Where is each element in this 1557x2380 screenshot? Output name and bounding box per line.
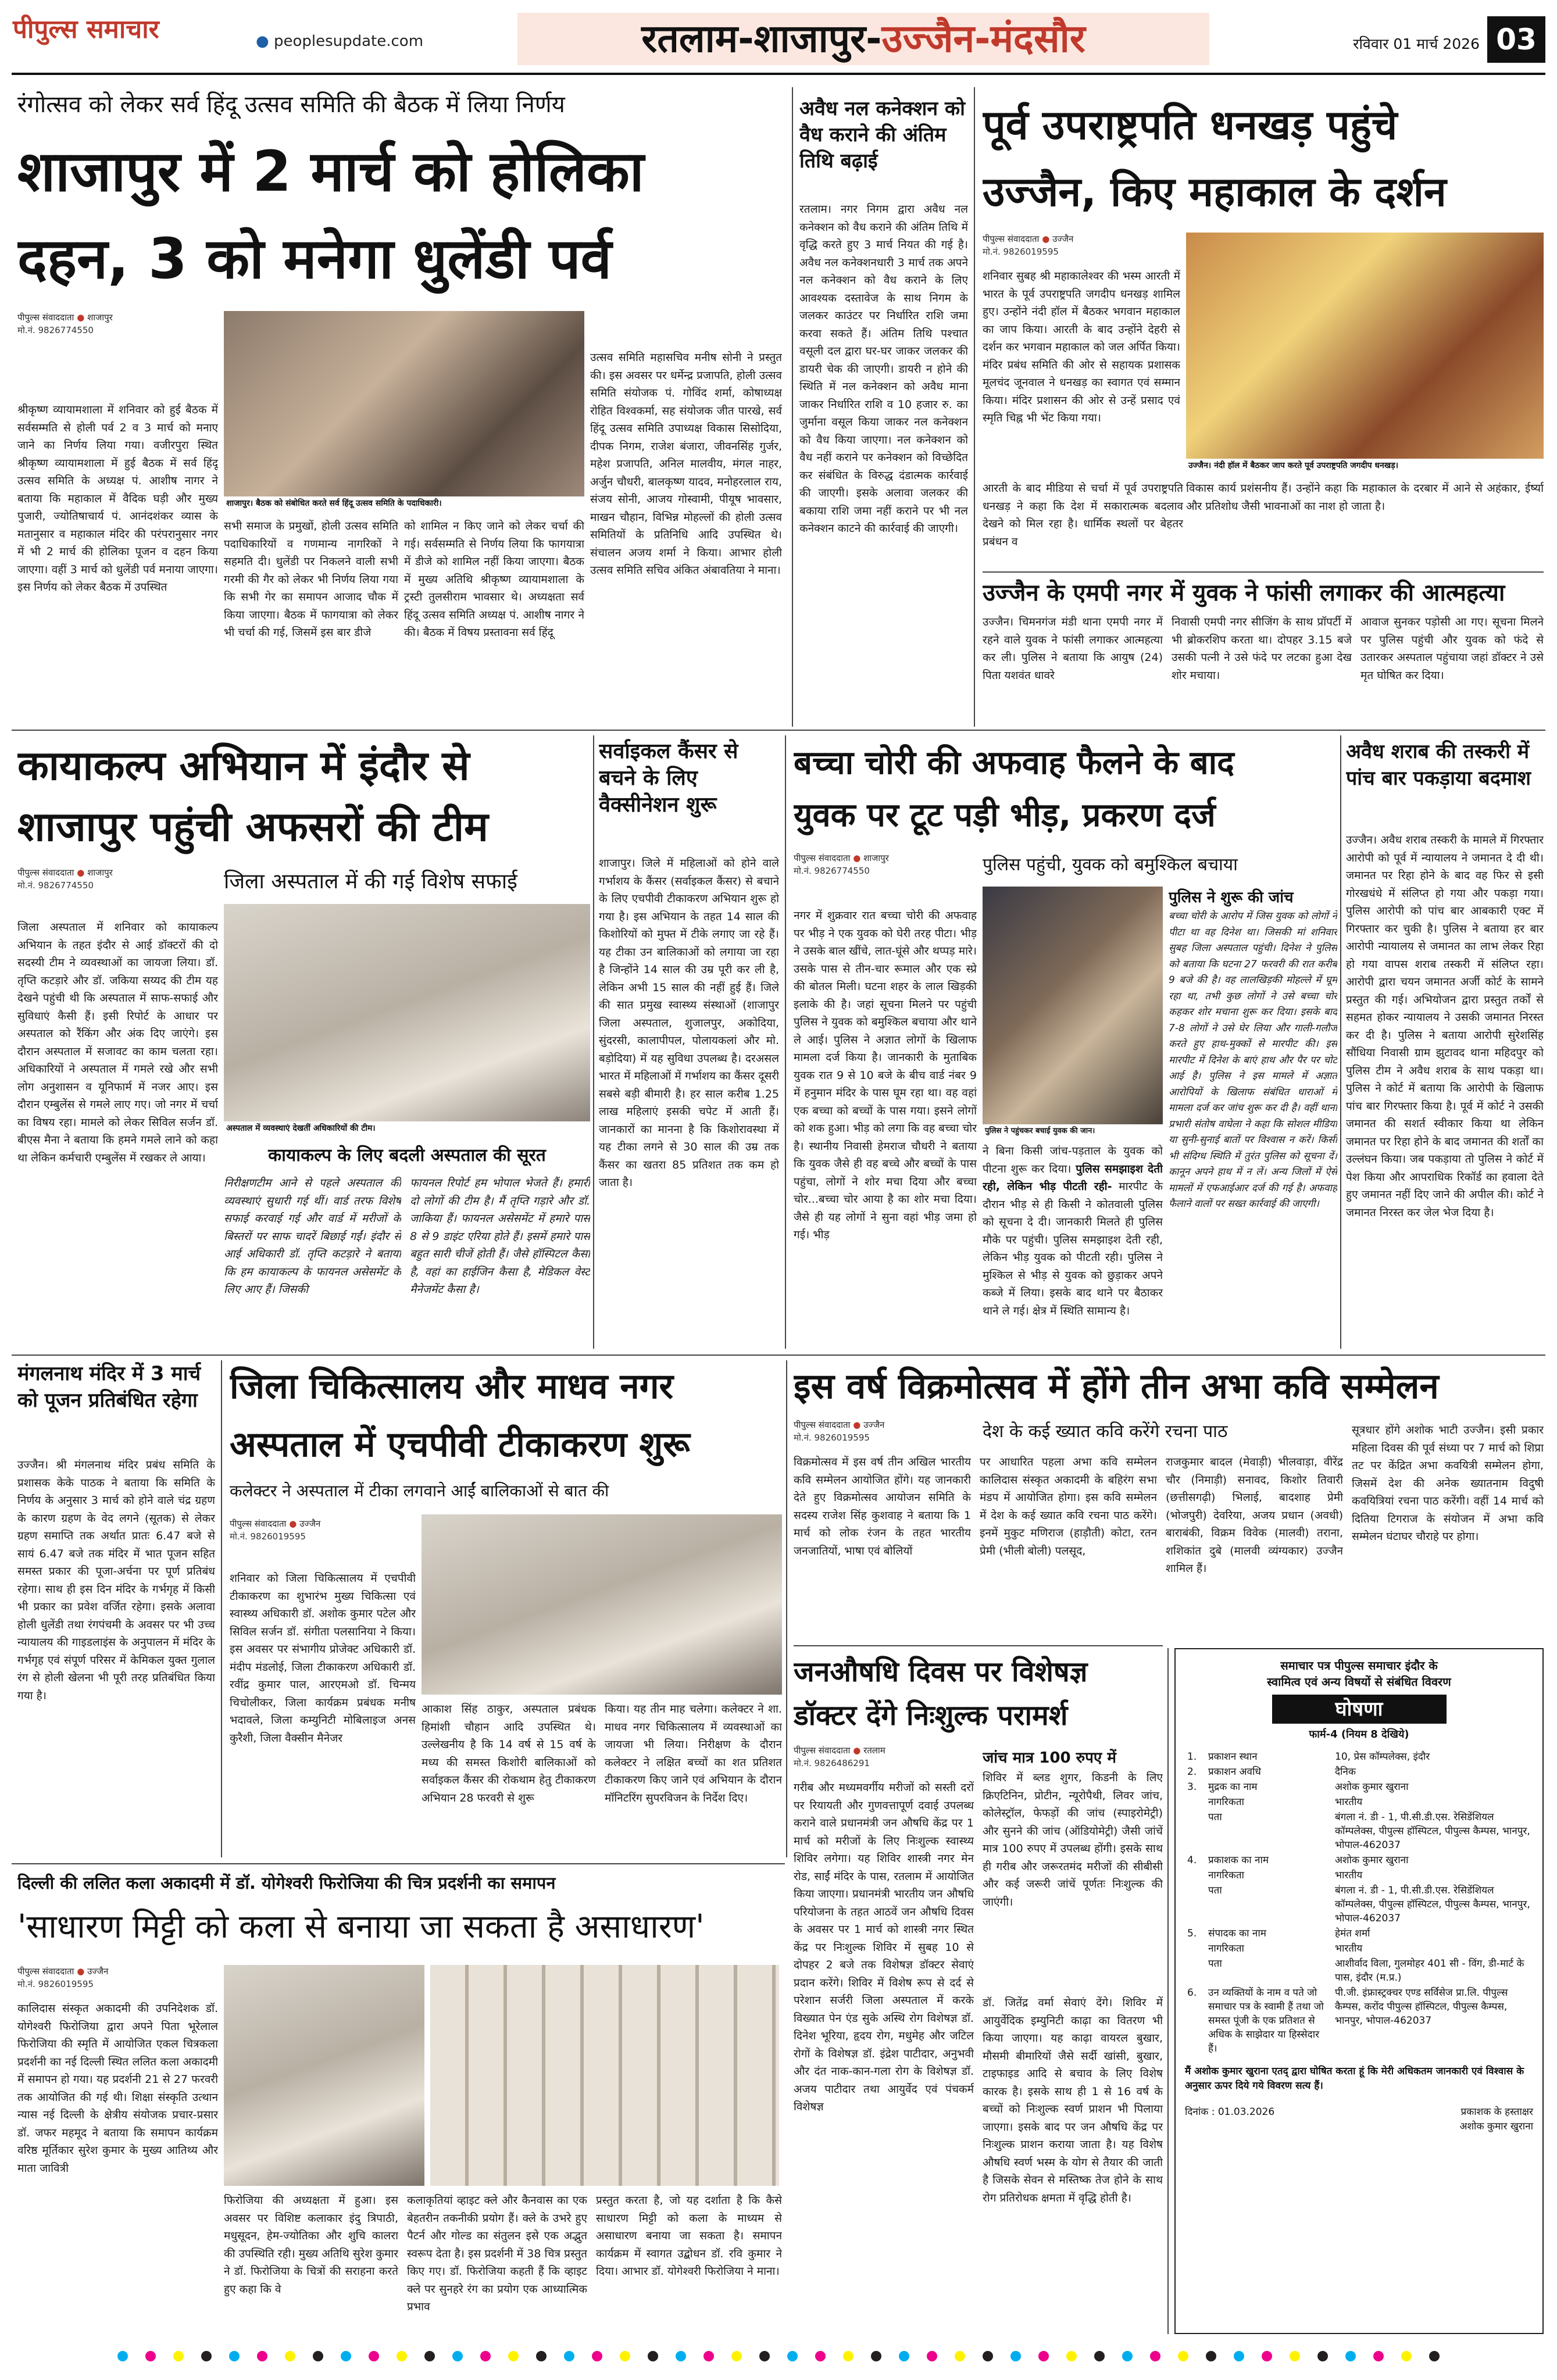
color-swatch — [1290, 2351, 1300, 2361]
declaration-sign-1: प्रकाशक के हस्ताक्षर — [1460, 2106, 1533, 2118]
liquor-text: उज्जैन। अवैध शराब तस्करी के मामले में गिरफ्तार आरोपी को पूर्व में न्यायालय ने जमानत दे दी थी। जमानत पर रिहा होने के बाद वह फिर से इसी गोरखधंधे में संलिप्त हो गया और पकड़ा गया। पुलिस आरोपी को पांच बार आबकारी एक्ट में गिरफ्तार कर चुकी है। पुलिस ने बताया हर बार आरोपी न्यायालय से जमानत का लाभ लेकर रिहा हो गया वापस शराब तस्करी में संलिप्त रहा। आरोपी द्वारा चयन जमानत अर्जी कोर्ट के सामने प्रस्तुत की गई। अभियोजन द्वारा प्रस्तुत तर्कों से सहमत होकर न्यायालय ने उसकी जमानत निरस्त कर दी है। पुलिस ने बताया आरोपी सुरेशसिंह सौंधिया निवासी ग्राम झुटावद थाना महिदपुर को पुलिस टीम ने अवैध शराब के साथ पकड़ा था। पुलिस ने कोर्ट में बताया कि आरोपी के खिलाफ पांच बार गिरफ्तार किया है। पूर्व में कोर्ट ने उसकी जमानत की सशर्त स्वीकार किया था लेकिन जमानत पर रिहा होने के बाद जमानत की शर्तों का उल्लंघन किया। जब पकड़ाया तो पुलिस ने कोर्ट में पेश किया और आपराधिक रिकॉर्ड का हवाला देते हुए जमानत नहीं दिए जाने की अपील की। कोर्ट ने जमानत निरस्त कर जेल भेज दिया है। — [1346, 834, 1544, 1219]
declaration-row-value: भारतीय — [1335, 1943, 1363, 1954]
art-photo-2 — [430, 1965, 779, 2186]
kayakalp-subhead: जिला अस्पताल में की गई विशेष सफाई — [224, 870, 517, 894]
color-swatch — [899, 2351, 909, 2361]
color-swatch — [1234, 2351, 1244, 2361]
kayakalp-box-col1: निरीक्षणटीम आने से पहले अस्पताल की व्यवस्थाएं सुधारी गई थीं। वार्ड तरफ विशेष सफाई करवाई गई और वार्ड में मरीजों के बिस्तरों पर साफ चादरें बिछाई गईं। इंदौर से आई अधिकारी डॉ. तृप्ति कटड़ारे ने बताया कि हम कायाकल्प के फायनल असेसमेंट के लिए आए हैं। जिसकी — [224, 1177, 401, 1296]
hpv-col2: आकाश सिंह ठाकुर, अस्पताल प्रबंधक हिमांशी चौहान आदि उपस्थित थे। उल्लेखनीय है कि 14 वर्ष से 15 वर्ष के मध्य की समस्त किशोरी बालिकाओं को सर्वाइकल कैंसर की रोकथाम हेतु टीकाकरण अभियान 28 फरवरी से शुरू — [422, 1703, 596, 1804]
holika-headline-2: दहन, 3 को मनेगा धुलेंडी पर्व — [17, 226, 612, 291]
declaration-row-value: भारतीय — [1335, 1870, 1363, 1881]
dhankhar-headline-1: पूर्व उपराष्ट्रपति धनखड़ पहुंचे — [983, 101, 1398, 149]
child-col2-rest: मारपीट के दौरान भीड़ से ही किसी ने कोतवाली पुलिस को सूचना दे दी। जानकारी मिलते ही पुलिस मौके पर पहुंची। पुलिस समझाइश देती रही, लेकिन भीड़ युवक को पीटती रही। पुलिस ने मुश्किल से भीड़ से युवक को छुड़ाकर अपने कब्जे में लिया। इसके बाद थाने पर बैठाकर थाने ले गई। क्षेत्र में स्थिति सामान्य है। — [983, 1180, 1163, 1317]
color-swatch — [983, 2351, 993, 2361]
holika-kicker: रंगोत्सव को लेकर सर्व हिंदू उत्सव समिति की बैठक में लिया निर्णय — [17, 91, 565, 118]
color-swatch — [145, 2351, 156, 2361]
child-photo-caption: पुलिस ने पहुंचकर बचाई युवक की जान। — [983, 1124, 1163, 1139]
color-swatch — [369, 2351, 379, 2361]
kayakalp-photo — [224, 904, 590, 1137]
color-swatch — [397, 2351, 407, 2361]
holika-photo-caption: शाजापुर। बैठक को संबोधित करते सर्व हिंदू उत्सव समिति के पदाधिकारी। — [224, 496, 584, 512]
dhankhar-photo — [1186, 233, 1544, 474]
color-registration-bar — [0, 2343, 1557, 2372]
color-swatch — [117, 2351, 128, 2361]
art-col4: प्रस्तुत करता है, जो यह दर्शाता है कि कैसे साधारण मिट्टी को कला के माध्यम से असाधारण बनाया जा सकता है। समापन कार्यक्रम में स्वागत उद्बोधन डॉ. रवि कुमार ने दिया। आभार डॉ. योगेश्वरी फिरोजिया ने माना। — [596, 2194, 782, 2278]
vaccine-text: शाजापुर। जिले में महिलाओं को होने वाले गर्भाशय के कैंसर (सर्वाइकल कैंसर) से बचाने के लिए एचपीवी टीकाकरण अभियान शुरू हो गया है। इस अभियान के तहत 14 साल की किशोरियों को मुफ्त में टीके लगाए जा रहे हैं। यह टीका उन बालिकाओं को लगाया जा रहा है जिन्होंने 14 साल की उम्र पूरी कर ली है, लेकिन अभी 15 साल की नहीं हुई हैं। जिले की सात प्रमुख स्वास्थ्य संस्थाओं (शाजापुर जिला अस्पताल, शुजालपुर, अकोदिया, सुंदरसी, कालापीपल, पोलायकलां और मो. बड़ोदिया) में यह सुविधा उपलब्ध है। दरअसल भारत में महिलाओं में गर्भाशय का कैंसर दूसरी सबसे बड़ी बीमारी है। हर साल करीब 1.25 लाख महिलाएं इसकी चपेट में आती हैं। जानकारों का मानना है कि किशोरावस्था में यह टीका लगने से 30 साल की उम्र तक कैंसर का खतरा 85 प्रतिशत तक कम हो जाता है। — [599, 857, 779, 1189]
kavi-col1: विक्रमोत्सव में इस वर्ष तीन अखिल भारतीय कवि सम्मेलन आयोजित होंगे। यह जानकारी देते हुए विक्रमोत्सव आयोजन समिति के सदस्य राजेश सिंह कुशवाह ने बताया कि 1 मार्च को लोक रंजन के तहत भारतीय जनजातियों, भाषा एवं बोलियों — [794, 1456, 971, 1557]
child-subhead: पुलिस पहुंची, युवक को बमुश्किल बचाया — [983, 855, 1238, 875]
dhankhar-col3: विकास कार्य प्रशंसनीय हैं। उन्होंने कहा कि महाकाल के दरबार में आने से अहंकार, ईर्ष्या और प्रतिशोध जैसी भावनाओं का नाश हो जाता है। — [1186, 482, 1544, 513]
art-col2: फिरोजिया की अध्यक्षता में हुआ। इस अवसर पर विशिष्ट कलाकार इंदु त्रिपाठी, मधुसूदन, हेम-ज्योतिका और शुचि कालरा की उपस्थिति रही। मुख्य अतिथि सुरेश कुमार ने डॉ. फिरोजिया के चित्रों की सराहना करते हुए कहा कि वे — [224, 2194, 398, 2296]
declaration-row-value: भारतीय — [1335, 1796, 1363, 1808]
place-dot-icon: ● — [77, 312, 85, 323]
holika-col1: श्रीकृष्ण व्यायामशाला में शनिवार को हुई बैठक में सर्वसम्मति से होली पर्व 2 व 3 मार्च को मनाए जाने का निर्णय लिया गया। वजीरपुरा स्थित श्रीकृष्ण व्यायामशाला में हुई बैठक में सर्व हिंदू उत्सव समिति के अध्यक्ष पं. आशीष नागर ने बताया कि महाकाल में वैदिक घड़ी और मुख्य पुजारी, ज्योतिषाचार्य पं. आनंदशंकर व्यास के मतानुसार व महाकाल मंदिर की परंपरानुसार नगर में भी 2 मार्च की होलिका पूजन व दहन किया जाएगा। वहीं 3 मार्च को धुलेंडी पर्व मनाया जाएगा। इस निर्णय को लेकर बैठक में उपस्थित — [17, 403, 218, 594]
declaration-row-label: पता — [1208, 1811, 1222, 1823]
art-kicker: दिल्ली की ललित कला अकादमी में डॉ. योगेश्वरी फिरोजिया की चित्र प्रदर्शनी का समापन — [17, 1873, 556, 1893]
declaration-row-label: प्रकाशन स्थान — [1208, 1751, 1258, 1763]
hpv-headline-1: जिला चिकित्सालय और माधव नगर — [230, 1366, 674, 1407]
color-swatch — [1206, 2351, 1216, 2361]
declaration-row-number — [1185, 1941, 1206, 1956]
mangal-headline: मंगलनाथ मंदिर में 3 मार्च को पूजन प्रतिबंधित रहेगा — [17, 1362, 201, 1412]
declaration-row-label: नागरिकता — [1208, 1870, 1244, 1881]
child-col2-subhead: पुलिस समझाइश देती रही, लेकिन भीड़ पीटती रही- — [983, 1162, 1163, 1193]
declaration-sign-2: अशोक कुमार खुराना — [1459, 2121, 1533, 2132]
masthead-rule — [12, 73, 1545, 75]
divider — [974, 87, 975, 727]
art-photo-1 — [224, 1965, 424, 2186]
declaration-row-value: पी.जी. इंफ्रास्ट्रक्चर एण्ड सर्विसेज प्रा.लि. पीपुल्स कैम्पस, करोंद पीपुल्स हॉस्पिटल, पीपुल्स कैम्पस, भानपुर, भोपाल-462037 — [1335, 1987, 1508, 2027]
declaration-row — [1185, 1956, 1533, 1985]
color-swatch — [285, 2351, 295, 2361]
color-swatch — [536, 2351, 547, 2361]
regions-strip — [517, 13, 1209, 65]
declaration-row-value: 10, प्रेस कॉम्पलेक्स, इंदौर — [1335, 1751, 1430, 1763]
color-swatch — [815, 2351, 826, 2361]
kavi-byline — [794, 1418, 980, 1448]
reporter-label: पीपुल्स संवाददाता — [983, 234, 1040, 244]
kayakalp-photo-caption: अस्पताल में व्यवस्थाएं देखतीं अधिकारियों की टीम। — [224, 1121, 590, 1137]
logo-text: पीपुल्स समाचार — [13, 15, 159, 44]
declaration-row — [1185, 1883, 1533, 1926]
reporter-mobile: मो.नं. 9826019595 — [17, 1979, 94, 1989]
declaration-row — [1185, 1749, 1533, 1764]
place-label: शाजापुर — [87, 312, 113, 323]
divider — [983, 571, 1544, 573]
dhankhar-photo-caption: उज्जैन। नंदी हॉल में बैठकर जाप करते पूर्व उपराष्ट्रपति जगदीप धनखड़। — [1186, 459, 1544, 474]
hpv-photo — [422, 1514, 782, 1695]
reporter-label: पीपुल्स संवाददाता — [794, 1420, 851, 1430]
divider — [12, 1863, 785, 1864]
kavi-subhead: देश के कई ख्यात कवि करेंगे रचना पाठ — [983, 1421, 1228, 1442]
masthead — [0, 0, 1557, 70]
kavi-headline: इस वर्ष विक्रमोत्सव में होंगे तीन अभा कवि सम्मेलन — [794, 1366, 1439, 1407]
color-swatch — [927, 2351, 937, 2361]
child-headline-2: युवक पर टूट पड़ी भीड़, प्रकरण दर्ज — [794, 796, 1216, 834]
color-swatch — [1373, 2351, 1384, 2361]
declaration-row-number: 4. — [1187, 1854, 1197, 1866]
place-label: उज्जैन — [87, 1966, 109, 1977]
declaration-row-label: नागरिकता — [1208, 1943, 1244, 1954]
place-label: शाजापुर — [863, 853, 889, 863]
color-swatch — [703, 2351, 714, 2361]
declaration-title-1: समाचार पत्र पीपुल्स समाचार इंदौर के — [1280, 1659, 1438, 1673]
jan-side-text: शिविर में ब्लड शुगर, किडनी के लिए क्रिएटिनिन, प्रोटीन, न्यूरोपैथी, लिवर जांच, कोलेस्ट्रॉल, फेफड़ों की जांच (स्पाइरोमेट्री) और सुनने की जांच (ऑडियोमेट्री) जैसी जांचें मात्र 100 रुपए में उपलब्ध होंगी। इसके साथ ही गरीब और जरूरतमंद मरीजों की सीबीसी और कई जरूरी जांचें पूर्णतः निःशुल्क की जाएंगी। — [983, 1771, 1163, 1909]
color-swatch — [1010, 2351, 1021, 2361]
color-swatch — [1401, 2351, 1412, 2361]
color-swatch — [787, 2351, 798, 2361]
declaration-row-number: 6. — [1187, 1987, 1197, 1999]
place-dot-icon: ● — [853, 1745, 861, 1756]
child-col1: नगर में शुक्रवार रात बच्चा चोरी की अफवाह पर भीड़ ने एक युवक को घेरी तरह पीटा। भीड़ ने उसके बाल खींचे, लात-घूंसे और थप्पड़ मारे। उसके पास से तीन-चार रूमाल और एक स्प्रे की बोतल मिली। घटना शहर के लाल खिड़की इलाके की है। जहां सूचना मिलने पर पहुंची पुलिस ने युवक को बमुश्किल बचाया और थाने ले आई। पुलिस ने अज्ञात लोगों के खिलाफ मामला दर्ज किया है। जानकारी के मुताबिक युवक रात 9 से 10 बजे के बीच वार्ड नंबर 9 में हनुमान मंदिर के पास घूम रहा था। वह वहां एक बच्चा को बच्चों के पास गया। इसने लोगों को शक हुआ। भीड़ को लगा कि वह बच्चा चोर है। स्थानीय निवासी हेमराज चौधरी ने बताया कि युवक जैसे ही वह बच्चे और बच्चों के पास पहुंचा, लोगों ने शोर मचा दिया और बच्चा चोर...बच्चा चोर आया है का शोर मचा दिया। जैसे ही यह लोगों ने सुना वहां भीड़ जमा हो गई। भीड़ — [794, 909, 977, 1241]
reporter-label: पीपुल्स संवाददाता — [794, 1745, 851, 1756]
child-side-box — [1169, 887, 1337, 1349]
place-dot-icon: ● — [853, 853, 861, 863]
liquor-headline: अवैध शराब की तस्करी में पांच बार पकड़ाया बदमाश — [1346, 740, 1531, 790]
place-dot-icon: ● — [77, 867, 85, 878]
color-swatch — [424, 2351, 435, 2361]
declaration-statement: मैं अशोक कुमार खुराना एतद् द्वारा घोषित करता हूं कि मेरी अधिकतम जानकारी एवं विश्वास के अनुसार ऊपर दिये गये विवरण सत्य हैं। — [1185, 2065, 1524, 2092]
color-swatch — [1066, 2351, 1077, 2361]
declaration-row-number — [1185, 1868, 1206, 1883]
website-text: peoplesupdate.com — [273, 33, 424, 50]
color-swatch — [1038, 2351, 1049, 2361]
color-swatch — [592, 2351, 602, 2361]
declaration-row-number: 1. — [1187, 1751, 1197, 1763]
divider — [1340, 735, 1341, 1349]
declaration-row-number: 5. — [1187, 1928, 1197, 1939]
place-dot-icon: ● — [77, 1966, 85, 1977]
declaration-date: दिनांक : 01.03.2026 — [1185, 2106, 1275, 2118]
reporter-label: पीपुल्स संवाददाता — [17, 1966, 74, 1977]
declaration-row-value: बंगला नं. डी - 1, पी.सी.डी.एस. रेसिडेंशियल कॉम्पलेक्स, पीपुल्स हॉस्पिटल, पीपुल्स कैम्पस, भानपुर, भोपाल-462037 — [1335, 1885, 1530, 1924]
color-swatch — [620, 2351, 630, 2361]
art-headline: 'साधारण मिट्टी को कला से बनाया जा सकता है असाधारण' — [17, 1908, 705, 1946]
color-swatch — [341, 2351, 351, 2361]
kavi-col2: पर आधारित पहला अभा कवि सम्मेलन कालिदास संस्कृत अकादमी के बहिरंग सभा मंडप में आयोजित होगा। इस कवि सम्मेलन में देश के कई ख्यात कवि रचना पाठ करेंगे। इनमें मुकुट मणिराज (हाड़ौती) कोटा, रतन प्रेमी (भीली बोली) पलसूद, — [980, 1456, 1157, 1557]
declaration-row — [1185, 1764, 1533, 1779]
color-swatch — [955, 2351, 965, 2361]
declaration-row-number — [1185, 1883, 1206, 1926]
kayakalp-box-title: कायाकल्प के लिए बदली अस्पताल की सूरत — [268, 1145, 546, 1166]
color-swatch — [1094, 2351, 1105, 2361]
dhankhar-headline-2: उज्जैन, किए महाकाल के दर्शन — [983, 168, 1447, 216]
color-swatch — [480, 2351, 491, 2361]
reporter-mobile: मो.नं. 9826486291 — [794, 1758, 870, 1768]
color-swatch — [201, 2351, 212, 2361]
logo[interactable] — [13, 10, 210, 52]
reporter-mobile: मो.नं. 9826774550 — [17, 880, 94, 891]
declaration-row-label: पता — [1208, 1885, 1222, 1896]
declaration-row — [1185, 1926, 1533, 1941]
hpv-subhead: कलेक्टर ने अस्पताल में टीका लगवाने आईं बालिकाओं से बात की — [230, 1481, 609, 1500]
declaration-row-number — [1185, 1795, 1206, 1810]
holika-col3: को शामिल न किए जाने को लेकर चर्चा की गई। सर्वसम्मति से निर्णय लिया कि फागयात्रा में डीजे को शामिल नहीं किया जाएगा। बैठक में मुख्य अतिथि श्रीकृष्ण व्यायामशाला के ट्रस्टी तुलसीराम भावसार थे। अध्यक्षता सर्व हिंदू उत्सव समिति अध्यक्ष पं. आशीष नागर ने की। बैठक में विषय प्रस्तावना सर्व हिंदू — [404, 520, 584, 639]
jan-col3: डॉ. जितेंद्र वर्मा सेवाएं देंगे। शिविर में आयुर्वेदिक इम्युनिटी काढ़ा का वितरण भी किया जाएगा। यह काढ़ा वायरल बुखार, मौसमी बीमारियों जैसे सर्दी खांसी, बुखार, टाइफाइड आदि से बचाव के लिए विशेष कारक है। इसके साथ ही 1 से 16 वर्ष के बच्चों को निःशुल्क स्वर्ण प्राशन भी पिलाया जाएगा। इसके बाद पर जन औषधि केंद्र पर निःशुल्क प्राशन कराया जाता है। यह विशेष औषधि स्वर्ण भस्म के योग से तैयार की जाती है जिसके सेवन से मस्तिष्क तेज होने के साथ रोग प्रतिरोधक क्षमता में वृद्धि होती है। — [983, 1996, 1163, 2204]
holika-col4: उत्सव समिति महासचिव मनीष सोनी ने प्रस्तुत की। इस अवसर पर धर्मेन्द्र प्रजापति, होली उत्सव समिति संयोजक पं. गोविंद शर्मा, कोषाध्यक्ष रोहित विश्वकर्मा, सह संयोजक जीत पारखे, सर्व हिंदू उत्सव समिति उपाध्यक्ष विकास सिसोदिया, दीपक निगम, राजेश बंजारा, जीवनसिंह गुर्जर, महेश प्रजापति, अनिल मालवीय, मंगल नाहर, अर्जुन चौधरी, बालकृष्ण यादव, मनोहरलाल राय, संजय सोनी, आजय गोस्वामी, पीयूष भावसार, माखन चौहान, विभिन्न मोहल्लों की होली उत्सव समितियों के प्रतिनिधि आदि उपस्थित थे। संचालन अजय शर्मा ने किया। आभार होली उत्सव समिति सचिव अंकित अंबावतिया ने माना। — [590, 351, 782, 577]
kavi-col4: सूत्रधार होंगे अशोक भाटी उज्जैन। इसी प्रकार महिला दिवस की पूर्व संध्या पर 7 मार्च को शिप्रा तट पर केंद्रित अभा कवयित्री सम्मेलन होगा, जिसमें देश की अनेक ख्यातनाम विदुषी कवयित्रियां रचना पाठ करेंगी। वहीं 14 मार्च को दितिया टिगराज के संयोजन में अभा कवि सम्मेलन घंटाघर चौराहे पर होगा। — [1352, 1424, 1544, 1543]
child-headline-1: बच्चा चोरी की अफवाह फैलने के बाद — [794, 744, 1234, 782]
suicide-col3: आवाज सुनकर पड़ोसी आ गए। सूचना मिलने पर पुलिस पहुंची और युवक को फंदे से उतारकर अस्पताल पहुंचाया जहां डॉक्टर ने उसे मृत घोषित कर दिया। — [1360, 616, 1544, 682]
color-swatch — [731, 2351, 742, 2361]
color-swatch — [1262, 2351, 1272, 2361]
jan-col1: गरीब और मध्यमवर्गीय मरीजों को सस्ती दरों पर रियायती और गुणवत्तापूर्ण दवाई उपलब्ध कराने वाले प्रधानमंत्री जन औषधि केंद्र पर 1 मार्च को मरीजों के लिए निःशुल्क स्वास्थ्य शिविर लगेगा। यह शिविर शास्त्री नगर मेन रोड, साईं मंदिर के पास, रतलाम में आयोजित किया जाएगा। प्रधानमंत्री भारतीय जन औषधि परियोजना के तहत आठवें जन औषधि दिवस के अवसर पर 1 मार्च को शास्त्री नगर स्थित केंद्र पर निःशुल्क शिविर में सुबह 10 से दोपहर 2 बजे तक विशेषज्ञ डॉक्टर सेवाएं प्रदान करेंगे। शिविर में विशेष रूप से दर्द से परेशान सर्जरी जिला अस्पताल में करके विख्यात पेन एंड सुके अस्थि रोग विशेषज्ञ डॉ. दिनेश भूरिया, हृदय रोग, मधुमेह और जटिल रोगों के विशेषज्ञ डॉ. इंद्रेश पाटीदार, अनुभवी और दंत नाक-कान-गला रोग के विशेषज्ञ डॉ. अजय पाटीदार तथा आयुर्वेद एवं पंचकर्म विशेषज्ञ — [794, 1781, 974, 2113]
place-dot-icon: ● — [1042, 234, 1050, 244]
region-shajapur: शाजापुर- — [753, 16, 882, 61]
reporter-label: पीपुल्स संवाददाता — [17, 312, 74, 323]
nal-text: रतलाम। नगर निगम द्वारा अवैध नल कनेक्शन को वैध कराने की अंतिम तिथि में वृद्धि करते हुए 3 मार्च नियत की गई है। अवैध नल कनेक्शनधारी 3 मार्च तक अपने नल कनेक्शन को वैध कराने के लिए आवश्यक दस्तावेज के साथ निगम के जलकर काउंटर पर निर्धारित राशि जमा करवा सकते हैं। अंतिम तिथि पश्चात वसूली दल द्वारा घर-घर जाकर जलकर की डायरी चेक की जाएगी। डायरी न होने की स्थिति में नल कनेक्शन को अवैध माना जाकर निर्धारित राशि व 10 हजार रु. का जुर्माना वसूल किया जाकर नल कनेक्शन को वैध किया जाएगा। नल कनेक्शन को वैध नहीं कराने पर कनेक्शन को विच्छेदित कर संबंधित के विरुद्ध दंडात्मक कार्रवाई की जाएगी। इसके अलावा जलकर की बकाया राशि जमा नहीं कराने पर भी नल कनेक्शन काटने की कार्रवाई की जाएगी। — [799, 203, 968, 535]
globe-icon: ● — [256, 33, 269, 50]
nal-headline: अवैध नल कनेक्शन को वैध कराने की अंतिम तिथि बढ़ाई — [799, 97, 965, 173]
dhankhar-byline — [983, 233, 1180, 262]
place-dot-icon: ● — [289, 1518, 297, 1529]
declaration-row-number — [1185, 1810, 1206, 1853]
reporter-mobile: मो.नं. 9826774550 — [794, 866, 870, 876]
color-swatch — [759, 2351, 770, 2361]
color-swatch — [173, 2351, 184, 2361]
kayakalp-headline-1: कायाकल्प अभियान में इंदौर से — [17, 742, 470, 789]
jan-byline — [794, 1744, 980, 1773]
declaration-row-number — [1185, 1956, 1206, 1985]
declaration-row-label: संपादक का नाम — [1208, 1928, 1266, 1939]
child-col2 — [983, 1142, 1163, 1349]
place-label: रतलाम — [863, 1745, 885, 1756]
art-byline — [17, 1965, 215, 1994]
color-swatch — [452, 2351, 463, 2361]
color-swatch — [843, 2351, 854, 2361]
region-mandsaur: मंदसौर — [990, 16, 1085, 61]
reporter-label: पीपुल्स संवाददाता — [230, 1518, 287, 1529]
reporter-label: पीपुल्स संवाददाता — [794, 853, 851, 863]
declaration-row-label: मुद्रक का नाम — [1208, 1781, 1258, 1793]
hpv-byline — [230, 1517, 416, 1546]
reporter-mobile: मो.नं. 9826019595 — [230, 1531, 306, 1542]
reporter-label: पीपुल्स संवाददाता — [17, 867, 74, 878]
kayakalp-col1: जिला अस्पताल में शनिवार को कायाकल्प अभियान के तहत इंदौर से आई डॉक्टरों की दो सदस्यी टीम ने व्यवस्थाओं का जायजा लिया। डॉ. तृप्ति कटड़ारे और डॉ. जकिया सय्यद की टीम यह देखने पहुंची थी कि अस्पताल में साफ-सफाई और सुविधाएं कैसी हैं। इसी रिपोर्ट के आधार पर अस्पताल को रैंकिंग और अंक दिए जाएंगे। इस दौरान अस्पताल में सजावट का काम चलता रहा। अधिकारियों ने अस्पताल में गमले रखे और सभी लोग अनुशासन व यूनिफार्म में नजर आए। इस दौरान एम्बुलेंस से गमले लाए गए। जो नगर में चर्चा का विषय रहा। मामले को लेकर सिविल सर्जन डॉ. बीएस मैना ने बताया कि हमने गमले लाने को कहा था लेकिन कर्मचारी एम्बुलेंस में रखकर ले आया। — [17, 921, 218, 1164]
hpv-col1: शनिवार को जिला चिकित्सालय में एचपीवी टीकाकरण का शुभारंभ मुख्य चिकित्सा एवं स्वास्थ्य अधिकारी डॉ. अशोक कुमार पटेल और सिविल सर्जन डॉ. संगीता पलसानिया ने किया। इस अवसर पर संभागीय प्रोजेक्ट अधिकारी डॉ. मंदीप मंडलोई, जिला टीकाकरण अधिकारी डॉ. रवींद्र कुमार पाल, आरएमओ डॉ. चिन्मय चिचोलीकर, जिला कार्यक्रम प्रबंधक मनीष भदावले, जिला कम्युनिटी मोबिलाइज अनस कुरैशी, जिला वैक्सीन मैनेजर — [230, 1572, 416, 1745]
color-swatch — [508, 2351, 519, 2361]
art-col1: कालिदास संस्कृत अकादमी की उपनिदेशक डॉ. योगेश्वरी फिरोजिया द्वारा अपने पिता भूरेलाल फिरोजिया की स्मृति में आयोजित एकल चित्रकला प्रदर्शनी का नई दिल्ली स्थित ललित कला अकादमी में समापन हो गया। यह प्रदर्शनी 21 से 27 फरवरी तक आयोजित की गई थी। शिक्षा संस्कृति उत्थान न्यास नई दिल्ली के क्षेत्रीय संयोजक प्रचार-प्रसार डॉ. जफर महमूद ने बताया कि समापन कार्यक्रम वरिष्ठ मूर्तिकार सुरेश कुमार के मुख्य आतिथ्य और माता जावित्री — [17, 2002, 218, 2175]
jan-side-box — [983, 1747, 1163, 1991]
declaration-row — [1185, 1810, 1533, 1853]
declaration-row — [1185, 1853, 1533, 1868]
kayakalp-byline — [17, 866, 215, 895]
declaration-table — [1185, 1749, 1533, 2056]
divider — [785, 735, 786, 1349]
holika-headline-1: शाजापुर में 2 मार्च को होलिका — [17, 139, 644, 204]
dhankhar-col1: शनिवार सुबह श्री महाकालेश्वर की भस्म आरती में भारत के पूर्व उपराष्ट्रपति जगदीप धनखड़ शामिल हुए। उन्होंने नंदी हॉल में बैठकर भगवान महाकाल का जाप किया। आरती के बाद उन्होंने देहरी से दर्शन कर भगवान महाकाल को जल अर्पित किया। मंदिर प्रबंध समिति की ओर से सहायक प्रशासक मूलचंद जूनवाल ने धनखड़ का स्वागत एवं सम्मान किया। मंदिर प्रशासन की ओर से उन्हें प्रसाद एवं स्मृति चिह्न भी भेंट किया गया। — [983, 270, 1180, 424]
declaration-box — [1174, 1648, 1544, 2334]
color-swatch — [229, 2351, 240, 2361]
color-swatch — [648, 2351, 658, 2361]
holika-col2: सभी समाज के प्रमुखों, होली उत्सव समिति पदाधिकारियों व गणमान्य नागरिकों ने सहमति दी। धुलेंडी पर निकलने वाली सभी गरमी की गैर को लेकर भी निर्णय लिया गया कि सभी गेर का समापन आजाद चौक में किया जाएगा। बैठक में फागयात्रा को लेकर भी चर्चा की गई, जिसमें इस बार डीजे — [224, 520, 398, 639]
region-ujjain: उज्जैन- — [881, 16, 991, 61]
color-swatch — [1345, 2351, 1356, 2361]
divider — [786, 1360, 787, 1857]
place-label: उज्जैन — [863, 1420, 885, 1430]
color-swatch — [1429, 2351, 1440, 2361]
vaccine-headline: सर्वाइकल कैंसर से बचने के लिए वैक्सीनेशन शुरू — [599, 739, 738, 817]
divider — [221, 1360, 222, 1857]
declaration-heading: घोषणा — [1272, 1695, 1447, 1724]
declaration-row-label: उन व्यक्तियों के नाम व पते जो समाचार पत्र के स्वामी हैं तथा जो समस्त पूंजी के एक प्रतिशत से अधिक के साझेदार या हिस्सेदार हैं। — [1208, 1987, 1324, 2054]
declaration-row — [1185, 1868, 1533, 1883]
divider — [593, 735, 594, 1349]
website[interactable] — [256, 33, 430, 53]
place-dot-icon: ● — [853, 1420, 861, 1430]
holika-byline — [17, 311, 215, 340]
declaration-row-value: दैनिक — [1335, 1766, 1356, 1778]
declaration-row-value: आशीर्वाद विला, गुलमोहर 401 सी - विंग, डी-मार्ट के पास, इंदौर (म.प्र.) — [1335, 1958, 1524, 1984]
declaration-row — [1185, 1985, 1533, 2056]
declaration-row-value: बंगला नं. डी - 1, पी.सी.डी.एस. रेसिडेंशियल कॉम्पलेक्स, पीपुल्स हॉस्पिटल, पीपुल्स कैम्पस, भानपुर, भोपाल-462037 — [1335, 1811, 1530, 1851]
color-swatch — [676, 2351, 686, 2361]
place-label: उज्जैन — [1052, 234, 1074, 244]
hpv-headline-2: अस्पताल में एचपीवी टीकाकरण शुरू — [230, 1424, 690, 1465]
jan-headline-2: डॉक्टर देंगे निःशुल्क परामर्श — [794, 1699, 1068, 1732]
declaration-row-value: हेमंत शर्मा — [1335, 1928, 1370, 1939]
suicide-headline: उज्जैन के एमपी नगर में युवक ने फांसी लगाकर की आत्महत्या — [983, 580, 1505, 606]
declaration-row — [1185, 1941, 1533, 1956]
divider — [794, 1645, 1163, 1646]
kayakalp-headline-2: शाजापुर पहुंची अफसरों की टीम — [17, 803, 488, 850]
declaration-row-label: प्रकाशक का नाम — [1208, 1854, 1269, 1866]
art-col3: कलाकृतियां व्हाइट क्ले और कैनवास का एक बेहतरीन तकनीकी प्रयोग हैं। क्ले के उभरे हुए पैटर्न और गोल्ड का संतुलन इसे एक अद्भुत स्वरूप देता है। इस प्रदर्शनी में 38 चित्र प्रस्तुत किए गए। डॉ. फिरोजिया कहती हैं कि व्हाइट क्ले पर सुनहरे रंग का प्रयोग एक आध्यात्मिक प्रभाव — [407, 2194, 587, 2313]
divider — [792, 87, 793, 727]
divider — [1167, 1648, 1169, 2334]
kayakalp-box-col2: फायनल रिपोर्ट हम भोपाल भेजते हैं। हमारी दो लोगों की टीम है। मैं तृप्ति गड़ारे और डॉ. जाकिया हैं। फायनल असेसमेंट में हमारे पास 8 से 9 डाइंट एरिया होते हैं। इसमें हमारे पास बहुत सारी चीजें होती हैं। जैसे हॉस्पिटल कैसा है, वहां का हाईजिन कैसा है, मेडिकल वेस्ट मैनेजमेंट कैसा है। — [410, 1177, 590, 1296]
dhankhar-col2: आरती के बाद मीडिया से चर्चा में पूर्व उपराष्ट्रपति धनखड़ ने कहा कि देश में सकारात्मक बदलाव देखने को मिल रहा है। धार्मिक स्थलों पर बेहतर प्रबंधन व — [983, 482, 1183, 548]
suicide-col1: उज्जैन। चिमनगंज मंडी थाना एमपी नगर में रहने वाले युवक ने फांसी लगाकर आत्महत्या कर ली। पुलिस ने बताया कि आयुष (24) पिता यशवंत धावरे — [983, 616, 1163, 682]
declaration-row — [1185, 1795, 1533, 1810]
declaration-row-value: अशोक कुमार खुराना — [1335, 1854, 1409, 1866]
child-byline — [794, 852, 991, 881]
region-ratlam: रतलाम- — [641, 16, 754, 61]
page-number: 03 — [1487, 16, 1545, 63]
holika-photo — [224, 311, 584, 512]
mangal-text: उज्जैन। श्री मंगलनाथ मंदिर प्रबंध समिति के प्रशासक केके पाठक ने बताया कि समिति के निर्णय के अनुसार 3 मार्च को होने वाले चंद्र ग्रहण के कारण ग्रहण के वेद लगने (सूतक) से लेकर ग्रहण समाप्ति तक अर्थात प्रातः 6.47 बजे से सायं 6.47 बजे तक मंदिर में भात पूजन सहित समस्त प्रकार की पूजा-अर्चना पर पूर्ण प्रतिबंध रहेगा। साथ ही इस दिन मंदिर के गर्भगृह में किसी भी प्रकार का प्रवेश वर्जित रहेगा। इसके अलावा होली धुलेंडी तथा रंगपंचमी के अवसर पर भी उच्च न्यायालय की गाइडलाइंस के अनुपालन में मंदिर के गर्भगृह एवं संपूर्ण परिसर में केमिकल युक्त गुलाल रंग से होली खेलना भी पूरी तरह प्रतिबंधित किया गया है। — [17, 1459, 215, 1702]
color-swatch — [1122, 2351, 1133, 2361]
child-side-text: बच्चा चोरी के आरोप में जिस युवक को लोगों ने पीटा था वह दिनेश था। जिसकी मां शनिवार सुबह जिला अस्पताल पहुंची। दिनेश ने पुलिस को बताया कि घटना 27 फरवरी की रात करीब 9 बजे की है। वह लालखिड़की मोहल्ले में घूम रहा था, तभी कुछ लोगों ने उसे बच्चा चोर कहकर शोर मचाना शुरू कर दिया। इसके बाद 7-8 लोगों ने उसे घेर लिया और गाली-गलौज करते हुए हाथ-मुक्कों से मारपीट की। इस मारपीट में दिनेश के बाएं हाथ और पैर पर चोट आई है। पुलिस ने इस मामले में अज्ञात आरोपियों के खिलाफ संबंधित धाराओं में मामला दर्ज कर जांच शुरू कर दी है। वहीं थाना प्रभारी संतोष वाघेला ने कहा कि सोशल मीडिया या सुनी-सुनाई बातों पर विश्वास न करें। किसी भी संदिग्ध स्थिति में तुरंत पुलिस को सूचना दें। कानून अपने हाथ में न लें। अन्य जिलों में ऐसे मामलों में एफआईआर दर्ज की गई है। अफवाह फैलाने वालों पर सख्त कार्रवाई की जाएगी। — [1169, 910, 1337, 1210]
color-swatch — [1317, 2351, 1328, 2361]
issue-date: रविवार 01 मार्च 2026 — [1353, 35, 1480, 52]
child-side-title: पुलिस ने शुरू की जांच — [1169, 889, 1294, 906]
jan-side-title: जांच मात्र 100 रुपए में — [983, 1749, 1116, 1767]
color-swatch — [871, 2351, 881, 2361]
color-swatch — [1150, 2351, 1160, 2361]
declaration-row-label: पता — [1208, 1958, 1222, 1970]
declaration-row-number: 2. — [1187, 1766, 1197, 1778]
place-label: उज्जैन — [299, 1518, 321, 1529]
hpv-col3: किया। यह तीन माह चलेगा। कलेक्टर ने शा. माधव नगर चिकित्सालय में व्यवस्थाओं का जायजा भी लिया। निरीक्षण के दौरान कलेक्टर ने लक्षित बच्चों का शत प्रतिशत टीकाकरण किए जाने एवं अभियान के दौरान मॉनिटरिंग सुपरविजन के निर्देश दिए। — [605, 1703, 782, 1804]
divider — [12, 1355, 1545, 1356]
place-label: शाजापुर — [87, 867, 113, 878]
declaration-row-label: नागरिकता — [1208, 1796, 1244, 1808]
color-swatch — [257, 2351, 267, 2361]
kavi-col3: राजकुमार बादल (मेवाड़ी) भीलवाड़ा, वीरेंद्र चौर (निमाड़ी) सनावद, किशोर तिवारी (छत्तीसगढ़ी) भिलाई, बादशाह प्रेमी (भोजपुरी) देवरिया, अजय प्रधान (अवधी) बाराबंकी, विक्रम विवेक (मालवी) तराना, शशिकांत दुबे (मालवी व्यंग्यकार) उज्जैन शामिल हैं। — [1166, 1456, 1343, 1575]
declaration-title-2: स्वामित्व एवं अन्य विषयों से संबंधित विवरण — [1267, 1675, 1451, 1689]
reporter-mobile: मो.नं. 9826019595 — [794, 1432, 870, 1443]
declaration-form: फार्म-4 (नियम 8 देखिये) — [1309, 1728, 1409, 1741]
declaration-row-value: अशोक कुमार खुराना — [1335, 1781, 1409, 1793]
child-photo — [983, 887, 1163, 1139]
declaration-row-label: प्रकाशन अवधि — [1208, 1766, 1261, 1778]
reporter-mobile: मो.नं. 9826019595 — [983, 246, 1059, 257]
color-swatch — [313, 2351, 323, 2361]
divider — [12, 730, 1545, 731]
suicide-col2: निवासी एमपी नगर सीजिंग के साथ प्रॉपर्टी में भी ब्रोकरशिप करता था। दोपहर 3.15 बजे उसकी पत्नी ने उसे फंदे पर लटका हुआ देख शोर मचाया। — [1172, 616, 1352, 682]
declaration-row — [1185, 1779, 1533, 1795]
declaration-row-number: 3. — [1187, 1781, 1197, 1793]
color-swatch — [1178, 2351, 1188, 2361]
color-swatch — [564, 2351, 574, 2361]
reporter-mobile: मो.नं. 9826774550 — [17, 325, 94, 335]
child-col2-lead: ने बिना किसी जांच-पड़ताल के युवक को पीटना शुरू कर दिया। — [983, 1145, 1163, 1175]
jan-headline-1: जनऔषधि दिवस पर विशेषज्ञ — [794, 1656, 1088, 1688]
